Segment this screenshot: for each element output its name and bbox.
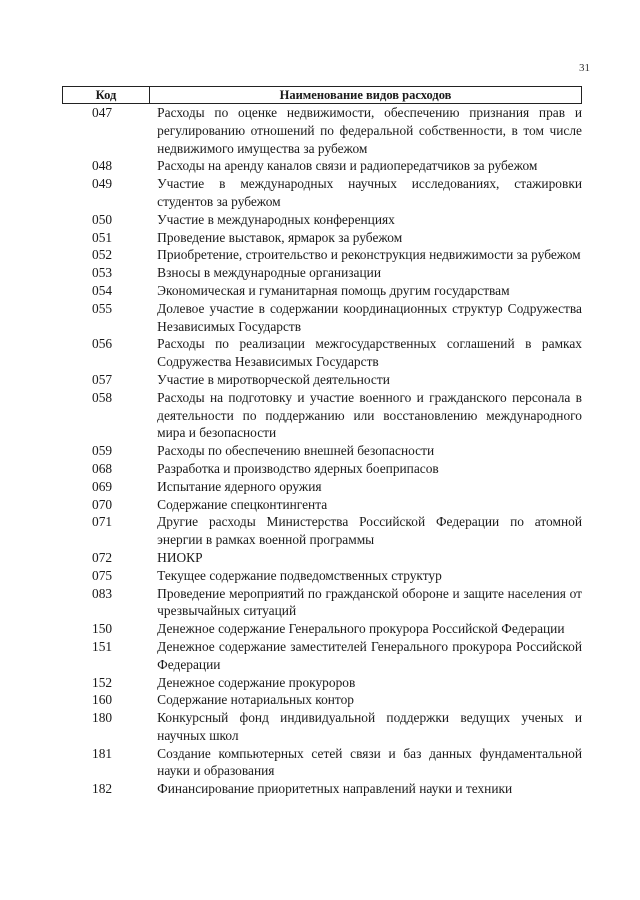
table-body bbox=[62, 104, 582, 798]
row-name: Текущее содержание подведомственных структур bbox=[157, 567, 442, 583]
row-name: Участие в международных научных исследованиях, стажировки студентов за рубежом bbox=[157, 176, 582, 209]
table-header bbox=[62, 86, 582, 104]
row-code: 180 bbox=[92, 710, 113, 726]
row-code: 068 bbox=[92, 460, 113, 476]
table-row bbox=[62, 371, 582, 389]
row-name: Экономическая и гуманитарная помощь другим государствам bbox=[157, 282, 510, 298]
expense-codes-table bbox=[62, 86, 582, 798]
row-name: Денежное содержание прокуроров bbox=[157, 674, 356, 690]
row-name: Расходы по реализации межгосударственных соглашений в рамках Содружества Независимых Государств bbox=[157, 336, 582, 370]
table-row bbox=[62, 104, 582, 157]
row-name: Проведение выставок, ярмарок за рубежом bbox=[157, 229, 403, 245]
row-code: 181 bbox=[92, 745, 113, 761]
table-row bbox=[62, 567, 582, 585]
table-row bbox=[62, 175, 582, 211]
row-name: Содержание спецконтингента bbox=[157, 496, 328, 512]
table-row bbox=[62, 549, 582, 567]
row-name: Долевое участие в содержании координационных структур Содружества Независимых Государств bbox=[157, 300, 582, 334]
row-name: Создание компьютерных сетей связи и баз данных фундаментальной науки и образования bbox=[157, 745, 582, 779]
table-row bbox=[62, 780, 582, 798]
row-name: Участие в миротворческой деятельности bbox=[157, 371, 390, 387]
row-name: Расходы на аренду каналов связи и радиопередатчиков за рубежом bbox=[157, 158, 538, 174]
table-row bbox=[62, 585, 582, 621]
row-code: 049 bbox=[92, 176, 113, 192]
table-row bbox=[62, 300, 582, 336]
table-row bbox=[62, 620, 582, 638]
row-code: 070 bbox=[92, 496, 113, 512]
row-code: 052 bbox=[92, 247, 113, 263]
row-name: Денежное содержание заместителей Генерального прокурора Российской Федерации bbox=[157, 638, 582, 672]
table-row bbox=[62, 229, 582, 247]
table-row bbox=[62, 211, 582, 229]
header-name: Наименование видов расходов bbox=[279, 88, 452, 102]
row-name: Конкурсный фонд индивидуальной поддержки ведущих ученых и научных школ bbox=[157, 710, 582, 743]
row-code: 160 bbox=[92, 692, 113, 708]
row-code: 055 bbox=[92, 300, 113, 316]
header-code: Код bbox=[63, 87, 150, 103]
row-code: 059 bbox=[92, 443, 113, 459]
table-row bbox=[62, 478, 582, 496]
row-code: 150 bbox=[92, 621, 113, 637]
row-name: Проведение мероприятий по гражданской обороне и защите населения от чрезвычайных ситуаций bbox=[157, 585, 582, 619]
table-row bbox=[62, 745, 582, 781]
row-code: 151 bbox=[92, 638, 113, 654]
row-name: Взносы в международные организации bbox=[157, 265, 381, 281]
row-name: НИОКР bbox=[157, 549, 203, 565]
row-code: 047 bbox=[92, 105, 113, 120]
row-name: Разработка и производство ядерных боеприпасов bbox=[157, 460, 439, 476]
row-code: 182 bbox=[92, 781, 113, 797]
row-name: Денежное содержание Генерального прокурора Российской Федерации bbox=[157, 621, 565, 637]
table-row bbox=[62, 389, 582, 442]
table-row bbox=[62, 691, 582, 709]
row-code: 057 bbox=[92, 371, 113, 387]
table-row bbox=[62, 638, 582, 674]
page-number: 31 bbox=[579, 62, 590, 74]
table-row bbox=[62, 335, 582, 371]
row-name: Приобретение, строительство и реконструкция недвижимости за рубежом bbox=[157, 247, 581, 263]
row-code: 048 bbox=[92, 158, 113, 174]
row-code: 072 bbox=[92, 549, 113, 565]
row-code: 075 bbox=[92, 567, 113, 583]
row-code: 056 bbox=[92, 336, 113, 352]
row-name: Другие расходы Министерства Российской Федерации по атомной энергии в рамках военной программы bbox=[157, 514, 582, 548]
table-row bbox=[62, 460, 582, 478]
row-code: 069 bbox=[92, 478, 113, 494]
table-row bbox=[62, 264, 582, 282]
row-code: 071 bbox=[92, 514, 113, 530]
row-code: 054 bbox=[92, 282, 113, 298]
row-name: Содержание нотариальных контор bbox=[157, 692, 354, 708]
row-name: Испытание ядерного оружия bbox=[157, 478, 322, 494]
row-name: Финансирование приоритетных направлений науки и техники bbox=[157, 781, 513, 797]
table-row bbox=[62, 709, 582, 745]
table-row bbox=[62, 442, 582, 460]
table-row bbox=[62, 157, 582, 175]
row-code: 058 bbox=[92, 389, 113, 405]
table-row bbox=[62, 674, 582, 692]
row-code: 051 bbox=[92, 229, 113, 245]
row-name: Расходы по оценке недвижимости, обеспечению признания прав и регулированию отношений по федеральной собственности, в том числе недвижимого имущества за рубежом bbox=[157, 105, 582, 156]
row-name: Расходы на подготовку и участие военного и гражданского персонала в деятельности по поддержанию или восстановлению международного мира и безопасности bbox=[157, 389, 582, 441]
row-code: 050 bbox=[92, 211, 113, 227]
table-row bbox=[62, 513, 582, 549]
table-row bbox=[62, 282, 582, 300]
row-name: Расходы по обеспечению внешней безопасности bbox=[157, 443, 435, 459]
row-name: Участие в международных конференциях bbox=[157, 211, 395, 227]
table-row bbox=[62, 496, 582, 514]
table-row bbox=[62, 246, 582, 264]
row-code: 053 bbox=[92, 265, 113, 281]
row-code: 152 bbox=[92, 674, 113, 690]
row-code: 083 bbox=[92, 585, 113, 601]
